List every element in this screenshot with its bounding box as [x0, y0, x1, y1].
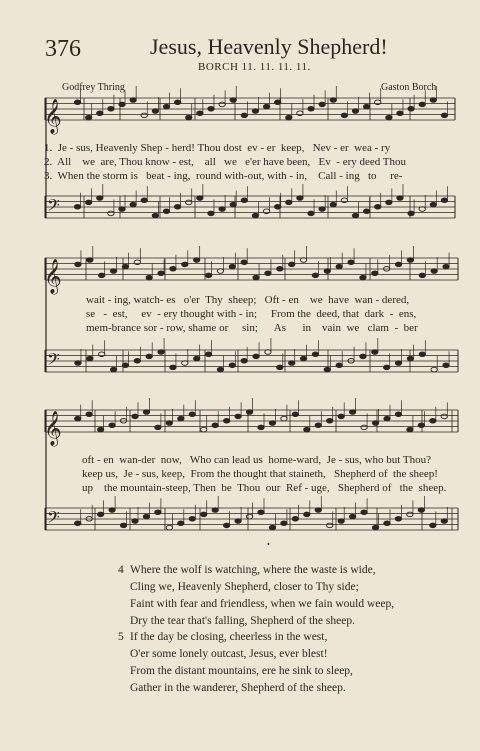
note-head [219, 207, 225, 212]
ornament-dot: • [267, 540, 270, 549]
note-head [361, 425, 367, 430]
note-head [336, 363, 342, 368]
note-head [300, 258, 306, 263]
note-head [230, 202, 236, 207]
note-head [441, 519, 447, 524]
note-head [395, 412, 401, 417]
note-head [132, 414, 138, 419]
note-head [258, 510, 264, 515]
note-head [230, 98, 236, 103]
note-head [246, 410, 252, 415]
note-head [384, 416, 390, 421]
note-head [330, 202, 336, 207]
note-head [300, 356, 306, 361]
note-head [241, 113, 247, 118]
note-head [75, 361, 81, 366]
note-head [407, 512, 413, 517]
note-head [205, 352, 211, 357]
note-head [208, 107, 214, 112]
note-head [97, 512, 103, 517]
note-head [141, 198, 147, 203]
note-head [269, 525, 275, 530]
note-head [419, 273, 425, 278]
note-head [178, 521, 184, 526]
note-head [223, 523, 229, 528]
note-head [174, 205, 180, 210]
note-head [86, 412, 92, 417]
note-head [431, 269, 437, 274]
note-head [235, 519, 241, 524]
verse-line: Gather in the wanderer, Shepherd of the sheep. [130, 682, 346, 694]
note-head [297, 196, 303, 201]
note-head [74, 100, 80, 105]
note-head [430, 202, 436, 207]
note-head [97, 111, 103, 116]
note-head [108, 107, 114, 112]
note-head [288, 361, 294, 366]
note-head [87, 356, 93, 361]
note-head [441, 198, 447, 203]
note-head [397, 196, 403, 201]
hymn-title: Jesus, Heavenly Shepherd! [150, 34, 388, 59]
note-head [395, 517, 401, 522]
note-head [319, 102, 325, 107]
note-head [281, 416, 287, 421]
note-head [338, 519, 344, 524]
note-head [130, 98, 136, 103]
note-head [324, 367, 330, 372]
bass-clef: 𝄢 [47, 349, 60, 373]
bass-clef: 𝄢 [47, 195, 60, 219]
note-head [269, 421, 275, 426]
note-head [361, 510, 367, 515]
note-head [197, 111, 203, 116]
note-head [166, 525, 172, 530]
note-head [108, 211, 114, 216]
note-head [146, 275, 152, 280]
treble-clef: 𝄞 [44, 99, 62, 134]
note-head [98, 273, 104, 278]
lyric-line: 3. When the storm is beat - ing, round with-out, with - in, Call - ing to re- [44, 170, 403, 182]
note-head [431, 367, 437, 372]
note-head [217, 367, 223, 372]
note-head [352, 213, 358, 218]
note-head [253, 354, 259, 359]
note-head [109, 423, 115, 428]
note-head [419, 352, 425, 357]
note-head [189, 412, 195, 417]
note-head [348, 260, 354, 265]
note-head [288, 262, 294, 267]
note-head [419, 102, 425, 107]
note-head [418, 508, 424, 513]
note-head [110, 269, 116, 274]
note-head [441, 414, 447, 419]
note-head [324, 269, 330, 274]
note-head [241, 359, 247, 364]
note-head [292, 517, 298, 522]
note-head [315, 508, 321, 513]
note-head [85, 200, 91, 205]
note-head [132, 519, 138, 524]
note-head [119, 102, 125, 107]
words-credit: Godfrey Thring [62, 82, 125, 93]
verse-line: Faint with fear and friendless, when we fain would weep, [130, 598, 395, 610]
note-head [336, 264, 342, 269]
note-head [229, 363, 235, 368]
verse-line: Where the wolf is watching, where the waste is wide, [130, 564, 376, 576]
lyric-line: oft - en wan-der now, Who can lead us home-ward, Je - sus, who but Thou? [82, 454, 431, 466]
note-head [201, 512, 207, 517]
note-head [308, 107, 314, 112]
note-head [443, 363, 449, 368]
note-head [372, 350, 378, 355]
note-head [163, 104, 169, 109]
note-head [253, 275, 259, 280]
note-head [152, 109, 158, 114]
note-head [130, 202, 136, 207]
music-credit: Gaston Borch [381, 82, 437, 93]
note-head [372, 271, 378, 276]
note-head [186, 200, 192, 205]
note-head [143, 514, 149, 519]
verse-line: Cling we, Heavenly Shepherd, closer to Thy side; [130, 581, 359, 593]
note-head [193, 258, 199, 263]
note-head [395, 262, 401, 267]
note-head [408, 211, 414, 216]
note-head [312, 273, 318, 278]
note-head [205, 273, 211, 278]
note-head [163, 209, 169, 214]
treble-clef: 𝄞 [44, 259, 62, 294]
note-head [277, 365, 283, 370]
note-head [97, 427, 103, 432]
note-head [319, 207, 325, 212]
note-head [263, 104, 269, 109]
note-head [119, 207, 125, 212]
note-head [327, 419, 333, 424]
note-head [304, 512, 310, 517]
note-head [170, 267, 176, 272]
note-head [383, 365, 389, 370]
note-head [87, 258, 93, 263]
note-head [122, 264, 128, 269]
note-head [407, 258, 413, 263]
note-head [241, 198, 247, 203]
note-head [265, 350, 271, 355]
note-head [315, 423, 321, 428]
note-head [397, 111, 403, 116]
note-head [97, 196, 103, 201]
verse-number: 4 [118, 564, 124, 576]
note-head [408, 107, 414, 112]
lyric-line: se - est, ev - ery thought with - in; From the deed, that dark - ens, [86, 308, 417, 320]
note-head [430, 419, 436, 424]
note-head [265, 271, 271, 276]
note-head [241, 260, 247, 265]
verse-line: Dry the tear that's falling, Shepherd of the sheep. [130, 615, 355, 627]
lyric-line: 2. All we are, Thou know - est, all we e'er have been, Ev - ery deed Thou [44, 156, 407, 168]
note-head [360, 354, 366, 359]
note-head [166, 421, 172, 426]
note-head [338, 414, 344, 419]
note-head [281, 521, 287, 526]
lyric-line: up the mountain-steep, Then be Thou our Ref - uge, Shepherd of the sheep. [82, 482, 447, 494]
note-head [277, 267, 283, 272]
lyric-line: mem-brance sor - row, shame or sin; As in vain we clam - ber [86, 322, 418, 334]
lyric-line: keep us, Je - sus, keep, From the thought that staineth, Shepherd of the sheep! [82, 468, 438, 480]
note-head [74, 205, 80, 210]
note-head [430, 98, 436, 103]
note-head [418, 423, 424, 428]
note-head [109, 508, 115, 513]
verse-line: O'er some lonely outcast, Jesus, ever blest! [130, 648, 328, 660]
note-head [155, 425, 161, 430]
note-head [229, 264, 235, 269]
note-head [155, 510, 161, 515]
note-head [212, 423, 218, 428]
lyric-line: wait - ing, watch- es o'er Thy sheep; Oft - en we have wan - dered, [86, 294, 410, 306]
note-head [308, 211, 314, 216]
note-head [152, 213, 158, 218]
note-head [363, 209, 369, 214]
note-head [372, 525, 378, 530]
verse-line: From the distant mountains, ere he sink to sleep, [130, 665, 353, 677]
note-head [197, 196, 203, 201]
note-head [372, 421, 378, 426]
note-head [217, 269, 223, 274]
note-head [312, 352, 318, 357]
note-head [330, 98, 336, 103]
note-head [286, 200, 292, 205]
note-head [75, 416, 81, 421]
note-head [274, 100, 280, 105]
verse-number: 5 [118, 631, 124, 643]
hymn-number: 376 [45, 36, 81, 62]
note-head [395, 361, 401, 366]
note-head [375, 205, 381, 210]
note-head [258, 425, 264, 430]
note-head [134, 359, 140, 364]
note-head [292, 412, 298, 417]
note-head [178, 416, 184, 421]
note-head [110, 367, 116, 372]
note-head [158, 271, 164, 276]
note-head [252, 213, 258, 218]
note-head [223, 419, 229, 424]
note-head [158, 350, 164, 355]
note-head [120, 523, 126, 528]
note-head [235, 414, 241, 419]
note-head [430, 523, 436, 528]
note-head [360, 275, 366, 280]
note-head [186, 115, 192, 120]
note-head [246, 514, 252, 519]
note-head [384, 521, 390, 526]
note-head [122, 363, 128, 368]
note-head [174, 100, 180, 105]
note-head [352, 109, 358, 114]
note-head [443, 264, 449, 269]
note-head [252, 109, 258, 114]
note-head [441, 113, 447, 118]
lyric-line: 1. Je - sus, Heavenly Shep - herd! Thou dost ev - er keep, Nev - er wea - ry [44, 142, 391, 154]
note-head [141, 113, 147, 118]
note-head [219, 102, 225, 107]
note-head [349, 410, 355, 415]
note-head [146, 354, 152, 359]
note-head [75, 262, 81, 267]
note-head [327, 523, 333, 528]
note-head [419, 207, 425, 212]
note-head [75, 521, 81, 526]
note-head [274, 205, 280, 210]
note-head [182, 262, 188, 267]
note-head [407, 427, 413, 432]
note-head [143, 410, 149, 415]
note-head [212, 508, 218, 513]
note-head [286, 115, 292, 120]
note-head [349, 514, 355, 519]
bass-clef: 𝄢 [47, 507, 60, 531]
note-head [85, 115, 91, 120]
note-head [407, 356, 413, 361]
note-head [363, 104, 369, 109]
note-head [170, 365, 176, 370]
verse-line: If the day be closing, cheerless in the west, [130, 631, 328, 643]
note-head [182, 361, 188, 366]
note-head [386, 115, 392, 120]
note-head [201, 427, 207, 432]
note-head [304, 427, 310, 432]
tune-meter: BORCH 11. 11. 11. 11. [198, 61, 311, 73]
treble-clef: 𝄞 [44, 411, 62, 446]
note-head [386, 200, 392, 205]
note-head [189, 517, 195, 522]
note-head [341, 113, 347, 118]
note-head [208, 211, 214, 216]
note-head [193, 356, 199, 361]
